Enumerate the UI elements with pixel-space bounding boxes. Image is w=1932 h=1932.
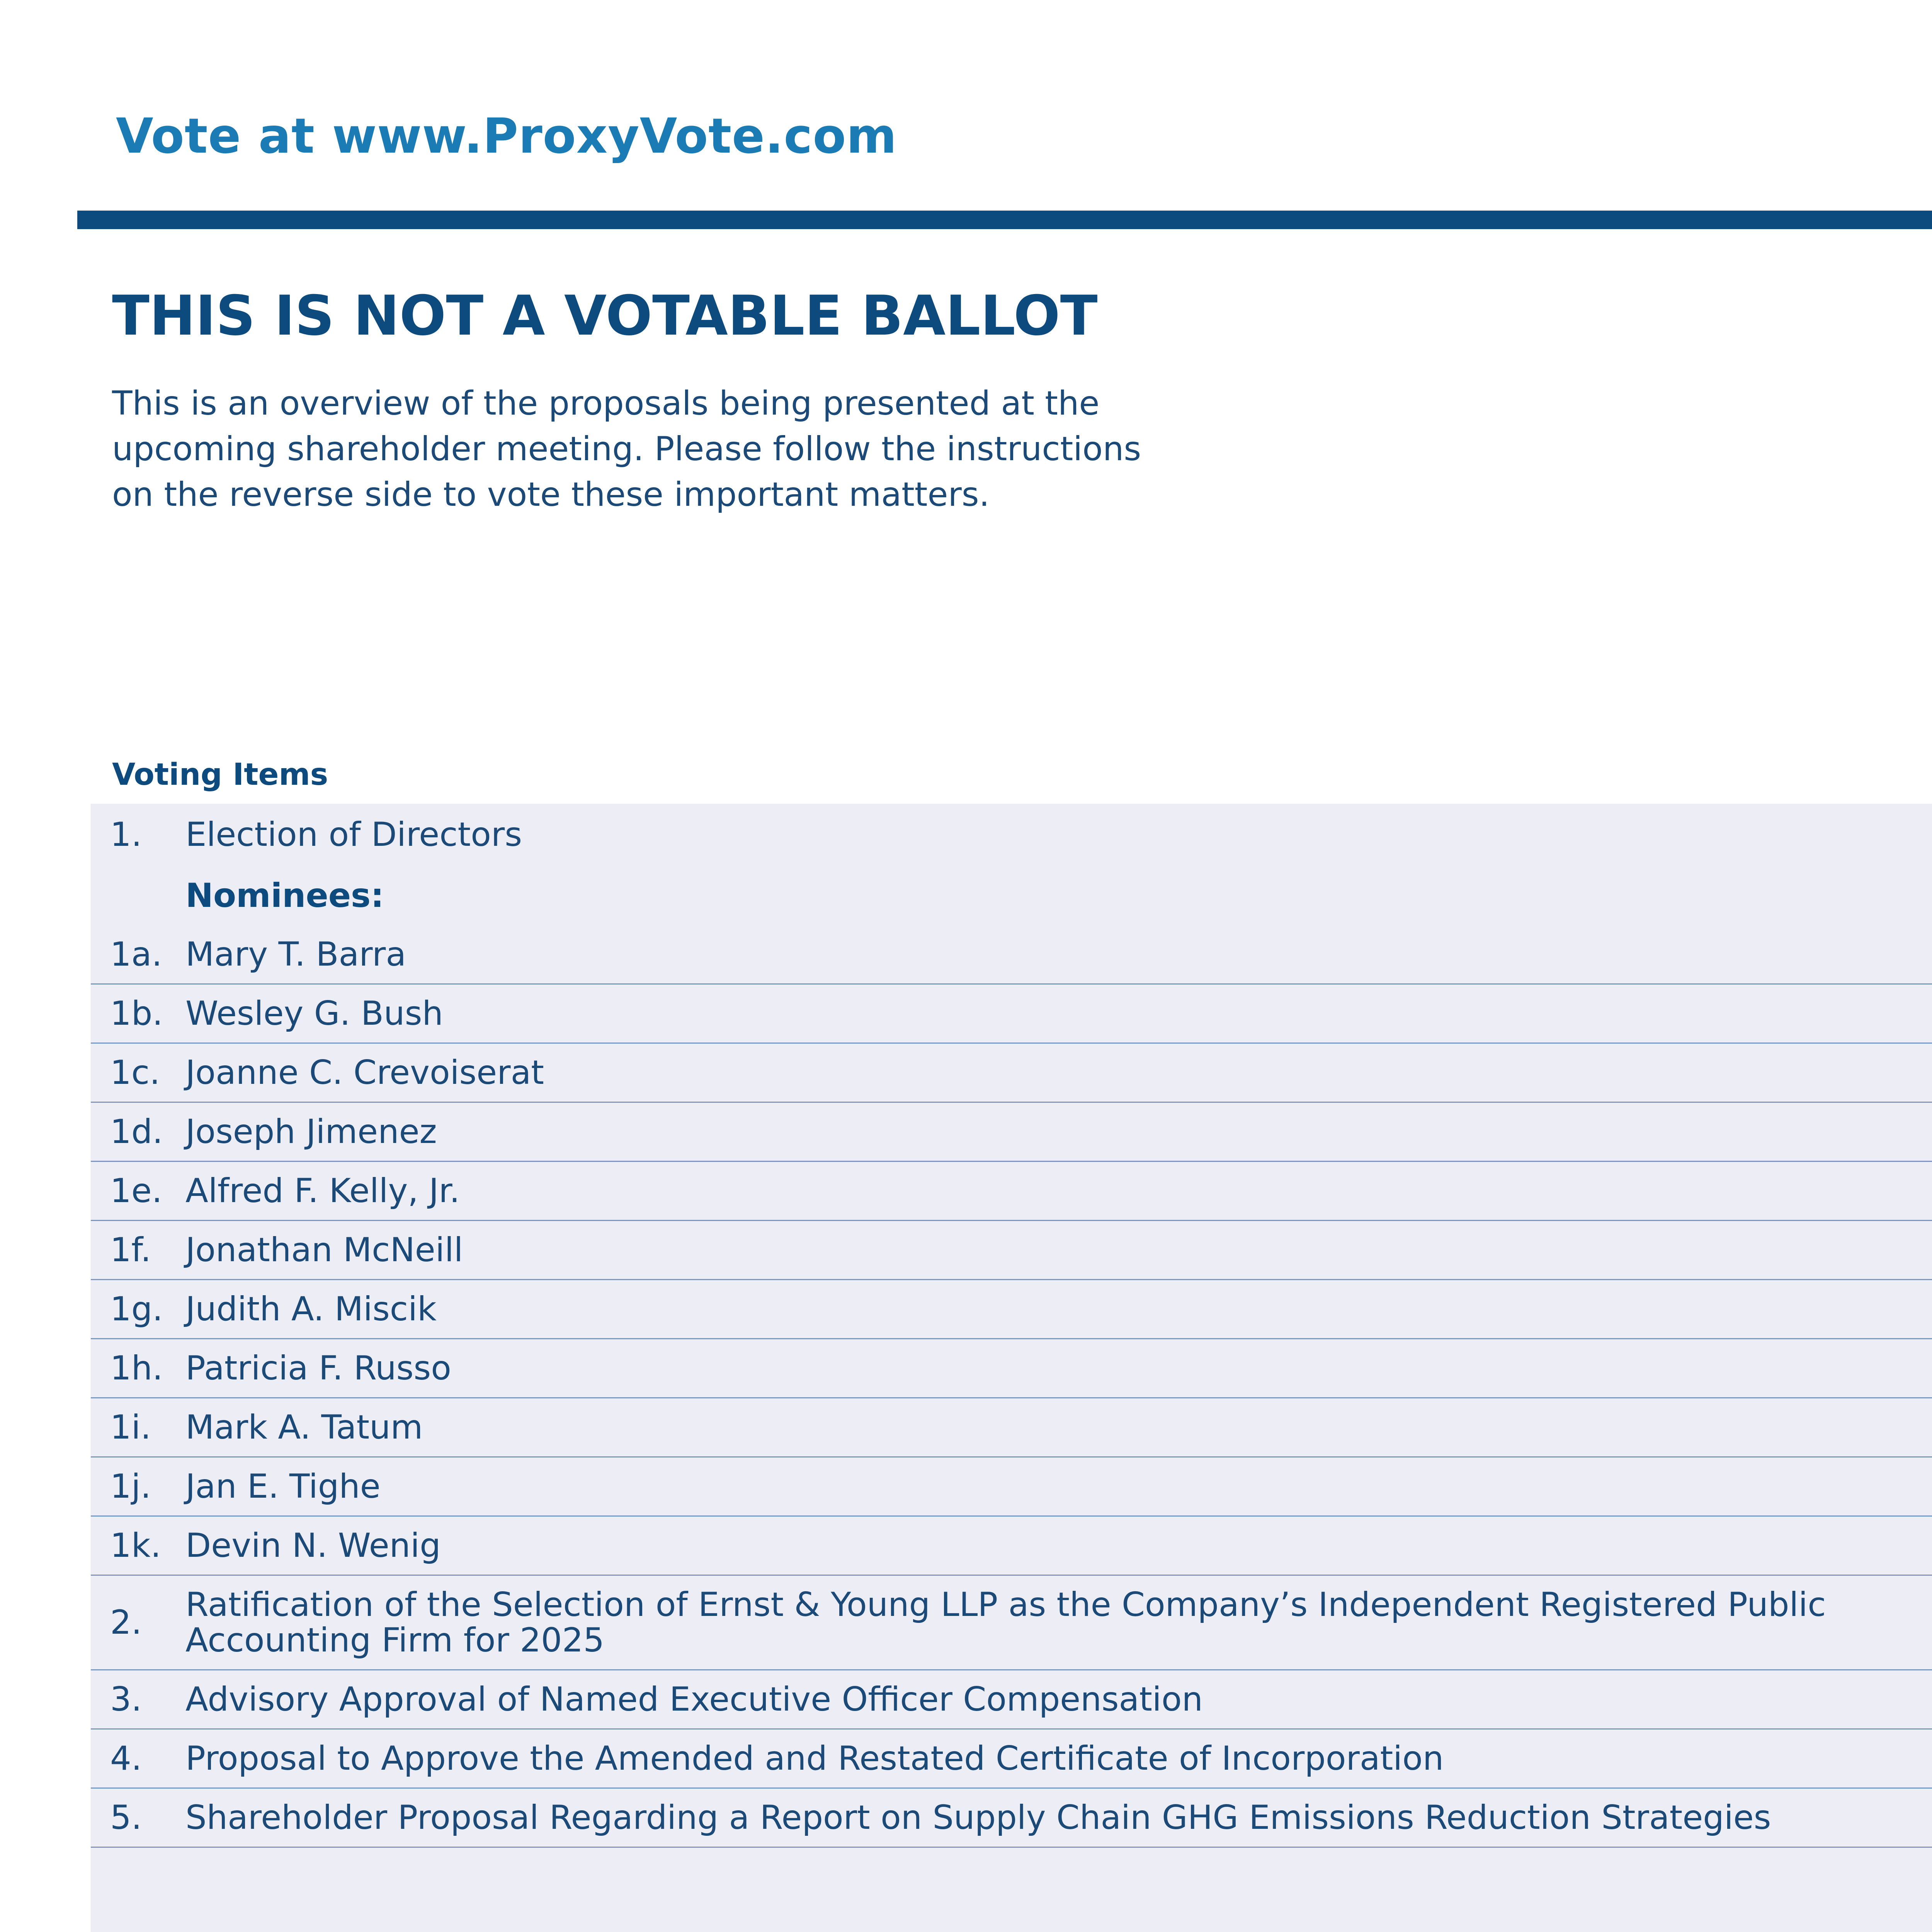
- header-divider: [77, 211, 1932, 229]
- table-row-nominee-1k: [91, 1517, 1932, 1576]
- item-text: Jonathan McNeill: [185, 1231, 463, 1269]
- voting-items-column-header: Voting Items: [112, 757, 328, 792]
- item-number: 1b.: [110, 994, 163, 1033]
- table-row-nominee-1c: [91, 1044, 1932, 1103]
- table-row-nominee-1i: [91, 1398, 1932, 1458]
- table-row-nominee-1g: [91, 1280, 1932, 1339]
- table-row-nominee-1d: [91, 1103, 1932, 1162]
- table-row-nominee-1b: [91, 985, 1932, 1044]
- item-text: Election of Directors: [185, 815, 522, 854]
- item-number: 1k.: [110, 1526, 161, 1565]
- item-number: 2.: [110, 1603, 142, 1642]
- item-number: 1i.: [110, 1408, 151, 1447]
- table-row-proposal-5: [91, 1789, 1932, 1848]
- item-text: Shareholder Proposal Regarding a Report on Supply Chain GHG Emissions Reduction Strategies: [185, 1798, 1771, 1837]
- item-text: Joanne C. Crevoiserat: [185, 1053, 544, 1092]
- nominees-label: Nominees:: [185, 876, 384, 915]
- item-text: Judith A. Miscik: [185, 1290, 437, 1328]
- item-number: 1.: [110, 815, 142, 854]
- item-text: Mary T. Barra: [185, 935, 406, 974]
- item-text: Patricia F. Russo: [185, 1349, 451, 1388]
- item-text: Joseph Jimenez: [185, 1112, 437, 1151]
- item-text: Alfred F. Kelly, Jr.: [185, 1172, 460, 1210]
- item-text: Advisory Approval of Named Executive Officer Compensation: [185, 1680, 1203, 1719]
- item-number: 1j.: [110, 1467, 151, 1506]
- table-row-nominee-1h: [91, 1339, 1932, 1398]
- item-number: 1c.: [110, 1053, 160, 1092]
- item-number: 5.: [110, 1798, 142, 1837]
- table-row-proposal-4: [91, 1730, 1932, 1789]
- item-number: 1e.: [110, 1172, 162, 1210]
- item-text: Mark A. Tatum: [185, 1408, 423, 1447]
- item-number: 1f.: [110, 1231, 151, 1269]
- table-row-proposal-3: [91, 1670, 1932, 1730]
- item-number: 1h.: [110, 1349, 163, 1388]
- item-text: Jan E. Tighe: [185, 1467, 381, 1506]
- intro-paragraph: This is an overview of the proposals being presented at the upcoming shareholder meeting. Please follow the instructions on the reverse side to vote these important matters.: [112, 384, 1141, 514]
- table-row-nominees-label: [91, 866, 1932, 925]
- item-number: 1a.: [110, 935, 162, 974]
- item-number: 1g.: [110, 1290, 163, 1328]
- item-number: 3.: [110, 1680, 142, 1719]
- table-row-nominee-1j: [91, 1458, 1932, 1517]
- table-row-proposal-2: [91, 1576, 1932, 1670]
- table-row-nominee-1e: [91, 1162, 1932, 1221]
- table-row-nominee-1a: [91, 925, 1932, 985]
- vote-url-heading: Vote at www.ProxyVote.com: [116, 108, 897, 164]
- item-number: 4.: [110, 1739, 142, 1778]
- item-text: Devin N. Wenig: [185, 1526, 441, 1565]
- table-row-nominee-1f: [91, 1221, 1932, 1280]
- item-text: Ratification of the Selection of Ernst & Young LLP as the Company’s Independent Registered Public Accounting Firm for 2025: [185, 1585, 1826, 1660]
- table-row-election: [91, 804, 1932, 866]
- item-text: Wesley G. Bush: [185, 994, 443, 1033]
- page-title: THIS IS NOT A VOTABLE BALLOT: [112, 284, 1098, 348]
- item-text: Proposal to Approve the Amended and Restated Certificate of Incorporation: [185, 1739, 1444, 1778]
- item-number: 1d.: [110, 1112, 163, 1151]
